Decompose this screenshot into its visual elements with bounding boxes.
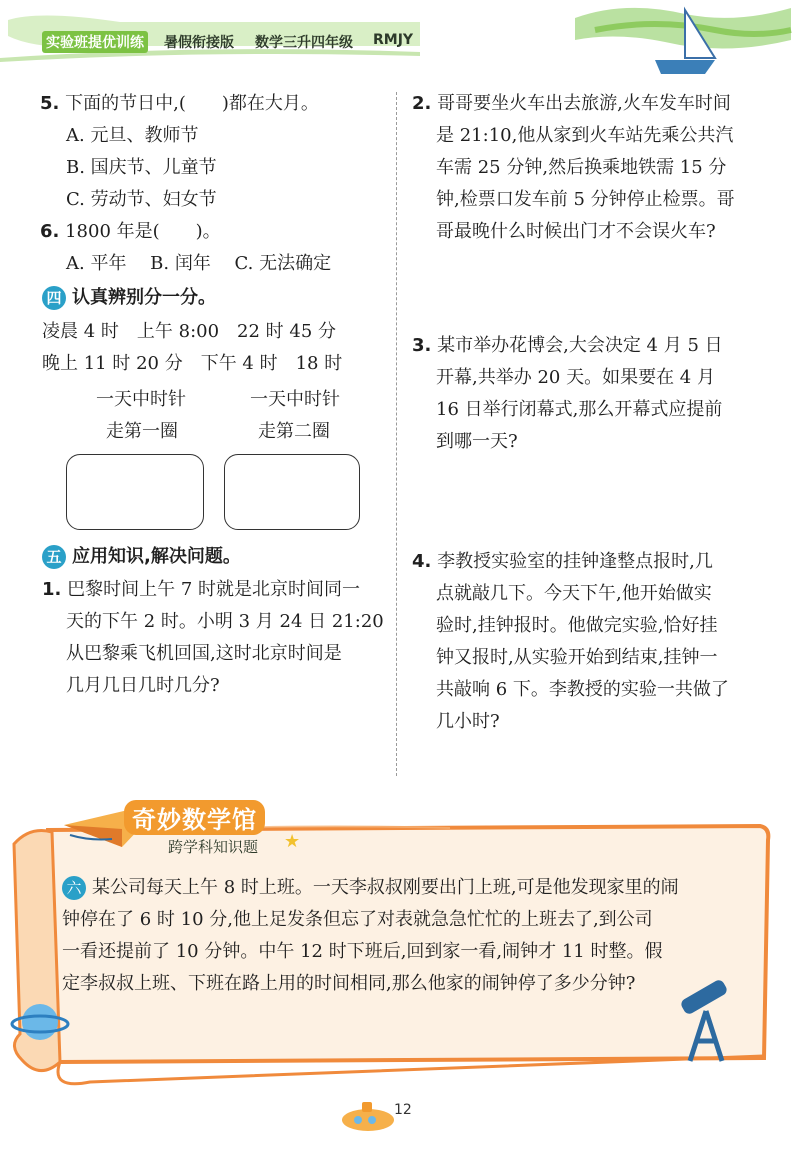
q4-line-3: 验时,挂钟报时。他做完实验,恰好挂 xyxy=(436,615,718,636)
q3-number: 3. xyxy=(412,335,432,356)
q1-text-1: 巴黎时间上午 7 时就是北京时间同一 xyxy=(67,579,361,600)
telescope-icon xyxy=(670,975,750,1065)
q5-option-a: A. 元旦、教师节 xyxy=(66,125,199,146)
box2-label-line1: 一天中时针 xyxy=(250,389,340,410)
q6-number: 6. xyxy=(40,221,60,242)
q2-line-4: 钟,检票口发车前 5 分钟停止检票。哥 xyxy=(436,189,735,210)
q4-number: 4. xyxy=(412,551,432,572)
q2-line-1 xyxy=(412,92,731,116)
box2-label-line2: 走第二圈 xyxy=(258,421,330,442)
banner-title: 奇妙数学馆 xyxy=(124,800,265,835)
section6-badge: 六 xyxy=(62,876,86,900)
q3-line-2: 开幕,共举办 20 天。如果要在 4 月 xyxy=(436,367,715,388)
q1-line-2: 天的下午 2 时。小明 3 月 24 日 21:20 xyxy=(66,611,384,632)
q4-line-1 xyxy=(412,550,713,574)
planet-icon xyxy=(10,992,70,1052)
q2-line-3: 车需 25 分钟,然后换乘地铁需 15 分 xyxy=(436,157,727,178)
problem6-line-3: 一看还提前了 10 分钟。中午 12 时下班后,回到家一看,闹钟才 11 时整。假 xyxy=(62,941,663,962)
subject-label: 数学三升四年级 xyxy=(255,35,353,51)
boat-illustration xyxy=(565,0,795,80)
q5-number: 5. xyxy=(40,93,60,114)
section5-title xyxy=(42,544,241,570)
section4-title-text: 认真辨别分一分。 xyxy=(72,287,216,308)
header-bar xyxy=(0,0,800,62)
series-label: 实验班提优训练 xyxy=(42,31,148,53)
section5-badge: 五 xyxy=(42,545,66,569)
star-icon: ★ xyxy=(284,831,301,852)
q2-line-2: 是 21:10,他从家到火车站先乘公共汽 xyxy=(436,125,734,146)
q2-text-1: 哥哥要坐火车出去旅游,火车发车时间 xyxy=(437,93,731,114)
q1-number: 1. xyxy=(42,579,62,600)
answer-box-second-round[interactable] xyxy=(224,454,360,530)
q4-line-6: 几小时? xyxy=(436,711,500,732)
section4-items-row1: 凌晨 4 时 上午 8:00 22 时 45 分 xyxy=(42,321,337,342)
section4-items-row2: 晚上 11 时 20 分 下午 4 时 18 时 xyxy=(42,353,343,374)
section4-badge: 四 xyxy=(42,286,66,310)
q3-line-1 xyxy=(412,334,723,358)
box1-label-line1: 一天中时针 xyxy=(96,389,186,410)
q5-stem xyxy=(40,92,319,116)
q4-line-4: 钟又报时,从实验开始到结束,挂钟一 xyxy=(436,647,718,668)
q6-text: 1800 年是( )。 xyxy=(65,221,221,242)
q5-option-c: C. 劳动节、妇女节 xyxy=(66,189,217,210)
q1-line-1 xyxy=(42,578,360,602)
section4-title xyxy=(42,285,216,311)
q3-text-1: 某市举办花博会,大会决定 4 月 5 日 xyxy=(437,335,723,356)
edition-label: 暑假衔接版 xyxy=(164,35,234,51)
banner-subtitle: 跨学科知识题 xyxy=(168,838,259,856)
q2-line-5: 哥最晚什么时候出门才不会误火车? xyxy=(436,221,716,242)
problem6-line-2: 钟停在了 6 时 10 分,他上足发条但忘了对表就急急忙忙的上班去了,到公司 xyxy=(62,909,653,930)
problem6-line-4: 定李叔叔上班、下班在路上用的时间相同,那么他家的闹钟停了多少分钟? xyxy=(62,973,636,994)
page-number: 12 xyxy=(394,1102,412,1118)
problem6-text-1: 某公司每天上午 8 时上班。一天李叔叔刚要出门上班,可是他发现家里的闹 xyxy=(92,877,679,898)
q3-line-4: 到哪一天? xyxy=(436,431,518,452)
q1-line-3: 从巴黎乘飞机回国,这时北京时间是 xyxy=(66,643,342,664)
q4-text-1: 李教授实验室的挂钟逢整点报时,几 xyxy=(437,551,713,572)
box1-label-line2: 走第一圈 xyxy=(106,421,178,442)
section5-title-text: 应用知识,解决问题。 xyxy=(72,546,241,567)
submarine-icon xyxy=(338,1098,398,1134)
q4-line-2: 点就敲几下。今天下午,他开始做实 xyxy=(436,583,712,604)
problem6-line-1 xyxy=(62,876,679,900)
q5-option-b: B. 国庆节、儿童节 xyxy=(66,157,217,178)
q5-text: 下面的节日中,( )都在大月。 xyxy=(65,93,319,114)
q3-line-3: 16 日举行闭幕式,那么开幕式应提前 xyxy=(436,399,723,420)
answer-box-first-round[interactable] xyxy=(66,454,204,530)
q2-number: 2. xyxy=(412,93,432,114)
q1-line-4: 几月几日几时几分? xyxy=(66,675,220,696)
q4-line-5: 共敲响 6 下。李教授的实验一共做了 xyxy=(436,679,729,700)
column-divider xyxy=(396,92,397,776)
q6-options: A. 平年 B. 闰年 C. 无法确定 xyxy=(66,253,332,274)
q6-stem xyxy=(40,220,221,244)
publisher-label: RMJY xyxy=(373,32,414,48)
